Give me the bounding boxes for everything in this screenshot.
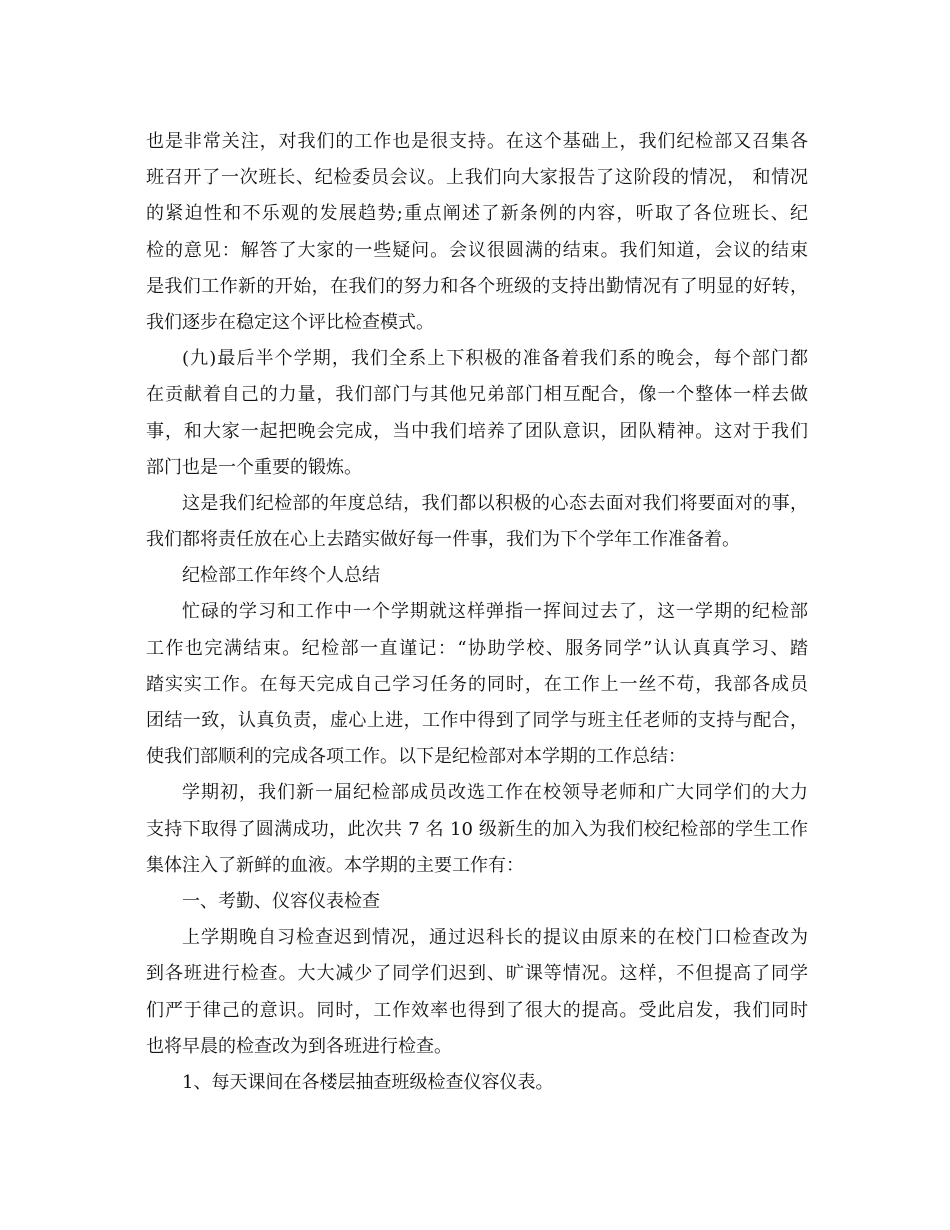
text-line: 1、每天课间在各楼层抽查班级检查仪容仪表。 [182, 1071, 554, 1093]
text-line: 上学期晚自习检查迟到情况，通过迟科长的提议由原来的在校门口检查改为 [182, 927, 808, 949]
text-line: 也是非常关注，对我们的工作也是很支持。在这个基础上，我们纪检部又召集各 [146, 131, 808, 152]
text-line: 检的意见：解答了大家的一些疑问。会议很圆满的结束。我们知道，会议的结束 [146, 239, 808, 261]
text-line: 部门也是一个重要的锻炼。 [146, 456, 362, 478]
document-body [146, 124, 808, 1101]
text-line: 们严于律己的意识。同时，工作效率也得到了很大的提高。受此启发，我们同时 [146, 999, 808, 1021]
text-line: 支持下取得了圆满成功，此次共 7 名 10 级新生的加入为我们校纪检部的学生工作 [146, 818, 808, 840]
text-line: 使我们部顺利的完成各项工作。以下是纪检部对本学期的工作总结： [146, 746, 686, 768]
text-line: 这是我们纪检部的年度总结，我们都以积极的心态去面对我们将要面对的事， [182, 492, 808, 514]
text-line: 事，和大家一起把晚会完成，当中我们培养了团队意识，团队精神。这对于我们 [146, 420, 808, 442]
text-line: 是我们工作新的开始，在我们的努力和各个班级的支持出勤情况有了明显的好转， [146, 275, 808, 297]
text-line: 我们都将责任放在心上去踏实做好每一件事，我们为下个学年工作准备着。 [146, 529, 740, 551]
text-line: 集体注入了新鲜的血液。本学期的主要工作有： [146, 854, 524, 876]
text-line: 忙碌的学习和工作中一个学期就这样弹指一挥间过去了，这一学期的纪检部 [182, 601, 808, 623]
text-line: 踏实实工作。在每天完成自己学习任务的同时，在工作上一丝不苟，我部各成员 [146, 673, 808, 695]
text-line: 工作也完满结束。纪检部一直谨记：“协助学校、服务同学”认认真真学习、踏 [146, 637, 808, 659]
text-line: 纪检部工作年终个人总结 [182, 565, 380, 587]
text-line: 在贡献着自己的力量，我们部门与其他兄弟部门相互配合，像一个整体一样去做 [146, 384, 808, 406]
text-line: 到各班进行检查。大大减少了同学们迟到、旷课等情况。这样，不但提高了同学 [146, 963, 808, 985]
text-line: (九)最后半个学期，我们全系上下积极的准备着我们系的晚会，每个部门都 [182, 348, 808, 370]
text-line: 团结一致，认真负责，虚心上进，工作中得到了同学与班主任老师的支持与配合， [146, 710, 808, 731]
text-line: 也将早晨的检查改为到各班进行检查。 [146, 1035, 452, 1057]
text-line: 我们逐步在稳定这个评比检查模式。 [146, 311, 434, 333]
text-line: 一、考勤、仪容仪表检查 [182, 890, 380, 912]
text-line: 的紧迫性和不乐观的发展趋势;重点阐述了新条例的内容，听取了各位班长、纪 [146, 203, 808, 225]
text-line: 学期初，我们新一届纪检部成员改选工作在校领导老师和广大同学们的大力 [182, 782, 808, 804]
text-line: 班召开了一次班长、纪检委员会议。上我们向大家报告了这阶段的情况， 和情况 [146, 167, 808, 189]
